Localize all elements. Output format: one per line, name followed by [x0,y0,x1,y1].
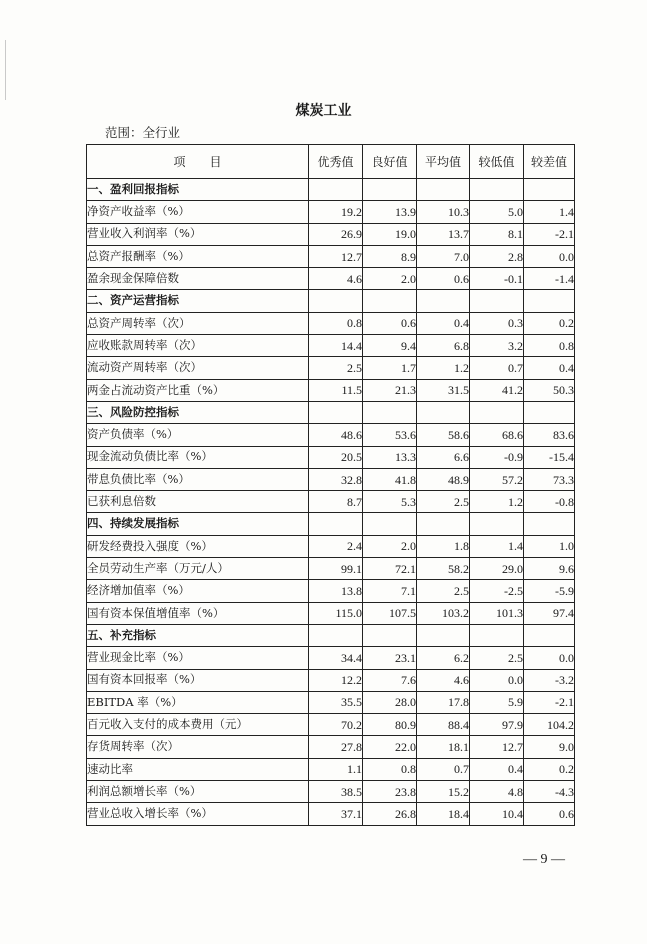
table-row [87,535,575,557]
value-cell: 15.2 [417,781,470,803]
value-cell: 19.2 [309,201,363,223]
empty-cell [363,513,417,535]
value-cell: 28.0 [363,691,417,713]
scan-margin-mark [5,40,6,100]
table-row [87,223,575,245]
value-cell: 0.0 [524,245,575,267]
value-cell: 80.9 [363,714,417,736]
value-cell: 0.7 [417,758,470,780]
indicator-name: 百元收入支付的成本费用（元） [87,714,309,736]
header-average: 平均值 [417,145,470,179]
section-title: 二、资产运营指标 [87,290,309,312]
indicator-name: 流动资产周转率（次） [87,357,309,379]
value-cell: 0.8 [524,335,575,357]
value-cell: 9.6 [524,558,575,580]
table-row [87,446,575,468]
value-cell: 2.5 [417,580,470,602]
table-row [87,714,575,736]
indicator-name: 已获利息倍数 [87,491,309,513]
value-cell: 0.3 [470,312,524,334]
metrics-table [86,144,575,826]
table-row [87,468,575,490]
empty-cell [470,179,524,201]
indicator-name: 全员劳动生产率（万元/人） [87,558,309,580]
value-cell: 8.1 [470,223,524,245]
page-number: — 9 — [523,852,565,867]
value-cell: 13.9 [363,201,417,223]
indicator-name: 带息负债比率（%） [87,468,309,490]
value-cell: -2.1 [524,223,575,245]
table-row [87,312,575,334]
section-row [87,513,575,535]
value-cell: 7.6 [363,669,417,691]
value-cell: 23.8 [363,781,417,803]
value-cell: 104.2 [524,714,575,736]
value-cell: 5.3 [363,491,417,513]
value-cell: 21.3 [363,379,417,401]
empty-cell [363,290,417,312]
value-cell: 4.6 [417,669,470,691]
value-cell: 0.0 [470,669,524,691]
value-cell: 8.7 [309,491,363,513]
value-cell: 2.0 [363,268,417,290]
value-cell: 8.9 [363,245,417,267]
value-cell: 0.8 [309,312,363,334]
indicator-name: 国有资本保值增值率（%） [87,602,309,624]
section-title: 四、持续发展指标 [87,513,309,535]
empty-cell [470,513,524,535]
indicator-name: 营业总收入增长率（%） [87,803,309,825]
value-cell: 83.6 [524,424,575,446]
value-cell: 5.0 [470,201,524,223]
value-cell: -4.3 [524,781,575,803]
value-cell: 18.1 [417,736,470,758]
value-cell: 41.8 [363,468,417,490]
table-row [87,781,575,803]
value-cell: 68.6 [470,424,524,446]
value-cell: 12.2 [309,669,363,691]
value-cell: 3.2 [470,335,524,357]
value-cell: 19.0 [363,223,417,245]
empty-cell [417,401,470,423]
value-cell: 1.7 [363,357,417,379]
indicator-name: 现金流动负债比率（%） [87,446,309,468]
value-cell: 7.1 [363,580,417,602]
value-cell: 2.4 [309,535,363,557]
empty-cell [470,401,524,423]
value-cell: 0.0 [524,647,575,669]
value-cell: 34.4 [309,647,363,669]
value-cell: -3.2 [524,669,575,691]
table-row [87,424,575,446]
empty-cell [417,624,470,646]
empty-cell [470,290,524,312]
table-row [87,669,575,691]
empty-cell [417,179,470,201]
value-cell: 107.5 [363,602,417,624]
value-cell: 0.4 [470,758,524,780]
value-cell: 32.8 [309,468,363,490]
empty-cell [417,513,470,535]
value-cell: 1.2 [470,491,524,513]
header-low: 较低值 [470,145,524,179]
table-row [87,558,575,580]
empty-cell [309,290,363,312]
value-cell: -2.5 [470,580,524,602]
section-title: 五、补充指标 [87,624,309,646]
empty-cell [363,401,417,423]
indicator-name: 净资产收益率（%） [87,201,309,223]
empty-cell [524,179,575,201]
value-cell: 12.7 [309,245,363,267]
value-cell: 41.2 [470,379,524,401]
empty-cell [470,624,524,646]
indicator-name: 速动比率 [87,758,309,780]
empty-cell [363,179,417,201]
table-row [87,357,575,379]
value-cell: 115.0 [309,602,363,624]
value-cell: 5.9 [470,691,524,713]
section-row [87,401,575,423]
value-cell: 2.5 [470,647,524,669]
value-cell: -0.9 [470,446,524,468]
value-cell: 10.4 [470,803,524,825]
value-cell: 6.8 [417,335,470,357]
value-cell: 9.0 [524,736,575,758]
empty-cell [524,513,575,535]
value-cell: 26.8 [363,803,417,825]
value-cell: -2.1 [524,691,575,713]
value-cell: 0.4 [417,312,470,334]
value-cell: 7.0 [417,245,470,267]
value-cell: 2.5 [417,491,470,513]
indicator-name: 国有资本回报率（%） [87,669,309,691]
section-row [87,179,575,201]
table-row [87,647,575,669]
indicator-name: 总资产周转率（次） [87,312,309,334]
header-item: 项 目 [87,145,309,179]
header-good: 良好值 [363,145,417,179]
section-title: 一、盈利回报指标 [87,179,309,201]
table-row [87,758,575,780]
value-cell: 17.8 [417,691,470,713]
empty-cell [417,290,470,312]
value-cell: 57.2 [470,468,524,490]
page-title: 煤炭工业 [295,103,352,119]
empty-cell [363,624,417,646]
value-cell: 14.4 [309,335,363,357]
scope-label: 范围：全行业 [105,125,181,140]
value-cell: -0.1 [470,268,524,290]
value-cell: 1.0 [524,535,575,557]
value-cell: 72.1 [363,558,417,580]
value-cell: 1.8 [417,535,470,557]
value-cell: 1.4 [524,201,575,223]
empty-cell [309,624,363,646]
indicator-name: 总资产报酬率（%） [87,245,309,267]
table-row [87,335,575,357]
empty-cell [309,513,363,535]
value-cell: 88.4 [417,714,470,736]
value-cell: 38.5 [309,781,363,803]
section-row [87,624,575,646]
value-cell: 1.2 [417,357,470,379]
indicator-name: 两金占流动资产比重（%） [87,379,309,401]
value-cell: 0.7 [470,357,524,379]
value-cell: 0.8 [363,758,417,780]
table-row [87,580,575,602]
value-cell: 29.0 [470,558,524,580]
empty-cell [309,179,363,201]
table-row [87,491,575,513]
value-cell: 35.5 [309,691,363,713]
value-cell: 10.3 [417,201,470,223]
indicator-name: 应收账款周转率（次） [87,335,309,357]
value-cell: -0.8 [524,491,575,513]
value-cell: 0.6 [363,312,417,334]
table-row [87,201,575,223]
value-cell: 58.2 [417,558,470,580]
value-cell: 23.1 [363,647,417,669]
table-row [87,379,575,401]
header-excellent: 优秀值 [309,145,363,179]
value-cell: 70.2 [309,714,363,736]
value-cell: 0.2 [524,758,575,780]
value-cell: 97.9 [470,714,524,736]
value-cell: 0.6 [524,803,575,825]
value-cell: 18.4 [417,803,470,825]
table-header-row [87,145,575,179]
value-cell: 58.6 [417,424,470,446]
value-cell: 2.0 [363,535,417,557]
value-cell: 2.8 [470,245,524,267]
value-cell: 37.1 [309,803,363,825]
indicator-name: EBITDA 率（%） [87,691,309,713]
indicator-name: 营业收入利润率（%） [87,223,309,245]
indicator-name: 存货周转率（次） [87,736,309,758]
value-cell: 6.6 [417,446,470,468]
section-row [87,290,575,312]
value-cell: 13.7 [417,223,470,245]
value-cell: 0.2 [524,312,575,334]
value-cell: 53.6 [363,424,417,446]
section-title: 三、风险防控指标 [87,401,309,423]
value-cell: 26.9 [309,223,363,245]
value-cell: 99.1 [309,558,363,580]
empty-cell [524,290,575,312]
value-cell: 0.4 [524,357,575,379]
table-row [87,602,575,624]
value-cell: 31.5 [417,379,470,401]
table-row [87,268,575,290]
table-row [87,803,575,825]
value-cell: -5.9 [524,580,575,602]
value-cell: 1.1 [309,758,363,780]
value-cell: 103.2 [417,602,470,624]
value-cell: 50.3 [524,379,575,401]
indicator-name: 研发经费投入强度（%） [87,535,309,557]
value-cell: 13.8 [309,580,363,602]
indicator-name: 营业现金比率（%） [87,647,309,669]
empty-cell [524,624,575,646]
value-cell: 48.6 [309,424,363,446]
indicator-name: 盈余现金保障倍数 [87,268,309,290]
value-cell: 1.4 [470,535,524,557]
value-cell: 11.5 [309,379,363,401]
header-poor: 较差值 [524,145,575,179]
indicator-name: 资产负债率（%） [87,424,309,446]
value-cell: 22.0 [363,736,417,758]
value-cell: 101.3 [470,602,524,624]
table-row [87,245,575,267]
table-row [87,691,575,713]
value-cell: 0.6 [417,268,470,290]
value-cell: 4.8 [470,781,524,803]
empty-cell [309,401,363,423]
value-cell: 12.7 [470,736,524,758]
value-cell: 27.8 [309,736,363,758]
value-cell: 6.2 [417,647,470,669]
value-cell: -1.4 [524,268,575,290]
indicator-name: 经济增加值率（%） [87,580,309,602]
value-cell: -15.4 [524,446,575,468]
value-cell: 2.5 [309,357,363,379]
value-cell: 9.4 [363,335,417,357]
value-cell: 97.4 [524,602,575,624]
value-cell: 48.9 [417,468,470,490]
value-cell: 20.5 [309,446,363,468]
value-cell: 73.3 [524,468,575,490]
table-body [87,179,575,826]
table-row [87,736,575,758]
value-cell: 13.3 [363,446,417,468]
empty-cell [524,401,575,423]
indicator-name: 利润总额增长率（%） [87,781,309,803]
value-cell: 4.6 [309,268,363,290]
